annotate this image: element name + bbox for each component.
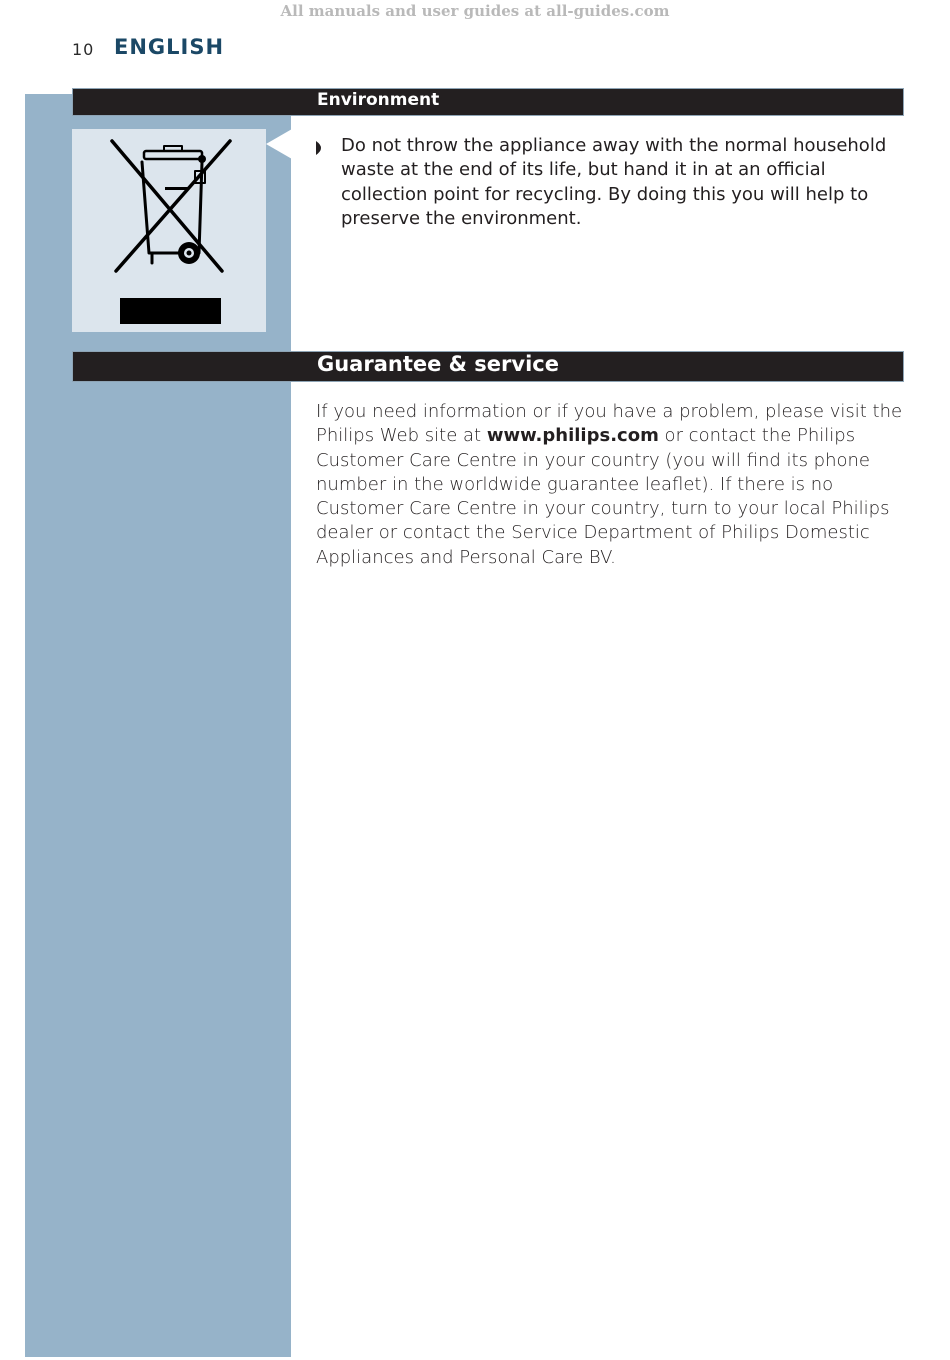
environment-heading: Environment xyxy=(317,90,440,110)
philips-website-link[interactable]: www.philips.com xyxy=(486,425,659,447)
guarantee-text-before: If you need information or if you have a problem, please visit the Philips Web site at xyxy=(316,401,903,447)
language-heading: ENGLISH xyxy=(114,35,225,59)
guarantee-text-after: or contact the Philips Customer Care Centre in your country (you will find its phone number in the worldwide guarantee leaflet). If there is no Customer Care Centre in your country, turn to your local Philips dealer or contact the Service Department of Philips Domestic Appliances and Personal Care BV. xyxy=(316,425,890,568)
environment-header-bar xyxy=(72,88,904,116)
guarantee-heading: Guarantee & service xyxy=(317,352,559,376)
bullet-icon xyxy=(315,140,327,156)
recycle-symbol-panel xyxy=(72,129,266,332)
environment-bullet-text: Do not throw the appliance away with the normal household waste at the end of its life, but hand it in at an official collection point for recycling. By doing this you will help to preserve the environment. xyxy=(341,135,887,230)
guarantee-paragraph xyxy=(316,400,906,570)
watermark: All manuals and user guides at all-guides.com xyxy=(280,2,670,20)
page-number: 10 xyxy=(72,40,95,59)
guarantee-header-bar xyxy=(72,351,904,382)
panel-pointer xyxy=(266,129,292,159)
crossed-out-wheelie-bin-icon xyxy=(72,129,266,332)
